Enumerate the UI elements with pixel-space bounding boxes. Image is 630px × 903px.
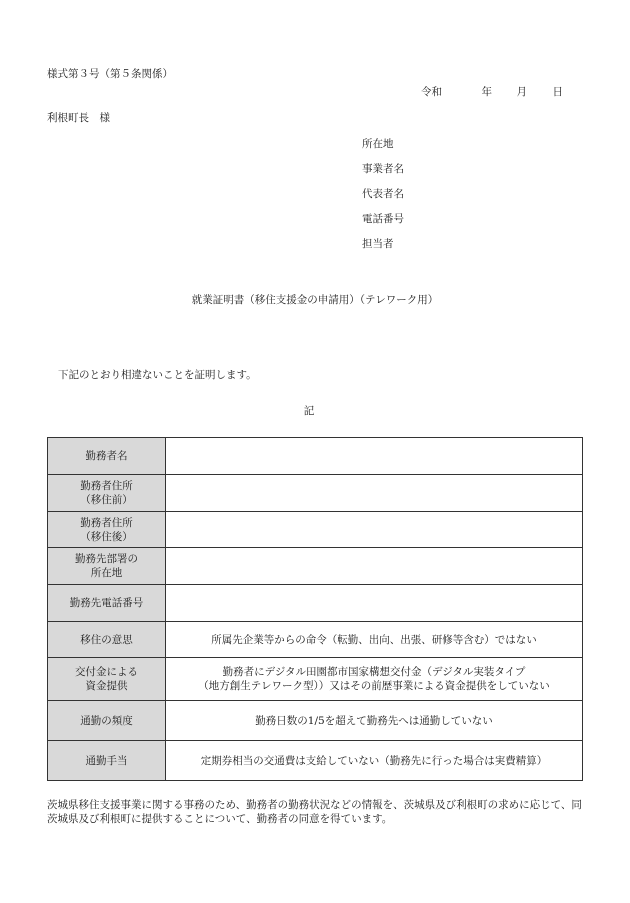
row-value-commute-allowance: 定期券相当の交通費は支給していない（勤務先に行った場合は実費精算） — [166, 741, 583, 781]
date-year: 年 — [481, 86, 492, 98]
row-label-office-phone: 勤務先電話番号 — [48, 585, 166, 622]
row-label-grant-funding — [48, 658, 166, 701]
sender-field-representative: 代表者名 — [362, 188, 404, 200]
row-value-office-location — [166, 548, 583, 585]
label-line: 勤務者住所 （移住後） — [80, 516, 133, 543]
table-row — [48, 475, 583, 512]
row-label-office-location — [48, 548, 166, 585]
value-line: 勤務者にデジタル田園都市国家構想交付金（デジタル実装タイプ （地方創生テレワーク型））又はその前歴事業による資金提供をしていない — [198, 666, 550, 692]
row-value-worker-name — [166, 438, 583, 475]
sender-field-contact: 担当者 — [362, 238, 394, 250]
form-number: 様式第３号（第５条関係） — [47, 68, 173, 80]
row-value-office-phone — [166, 585, 583, 622]
sender-field-company: 事業者名 — [362, 163, 404, 175]
table-row — [48, 438, 583, 475]
label-line: 勤務先部署の 所在地 — [75, 553, 138, 579]
table-row — [48, 658, 583, 701]
row-label-commute-frequency: 通勤の頻度 — [48, 701, 166, 741]
row-label-worker-name: 勤務者名 — [48, 438, 166, 475]
addressee: 利根町長 様 — [47, 112, 110, 124]
label-line: 交付金による 資金提供 — [75, 666, 138, 692]
row-label-address-before — [48, 475, 166, 512]
row-label-address-after — [48, 512, 166, 548]
label-line: 勤務者住所 （移住前） — [80, 480, 133, 506]
table-row — [48, 622, 583, 658]
row-value-grant-funding — [166, 658, 583, 701]
date-line — [421, 84, 563, 99]
table-row — [48, 741, 583, 781]
sender-field-address: 所在地 — [362, 138, 394, 150]
row-label-relocation-intent: 移住の意思 — [48, 622, 166, 658]
date-month: 月 — [516, 86, 527, 98]
table-row — [48, 512, 583, 548]
row-value-relocation-intent: 所属先企業等からの命令（転勤、出向、出張、研修等含む）ではない — [166, 622, 583, 658]
certification-table — [47, 437, 583, 781]
date-era: 令和 — [421, 86, 442, 98]
consent-note: 茨城県移住支援事業に関する事務のため、勤務者の勤務状況などの情報を、茨城県及び利根町の求めに応じて、同茨城県及び利根町に提供することについて、勤務者の同意を得ています。 — [47, 799, 582, 825]
sender-field-phone: 電話番号 — [362, 213, 404, 225]
table-row — [48, 548, 583, 585]
ki-heading: 記 — [303, 405, 315, 417]
row-label-commute-allowance: 通勤手当 — [48, 741, 166, 781]
table-row — [48, 585, 583, 622]
row-value-address-after — [166, 512, 583, 548]
row-value-address-before — [166, 475, 583, 512]
row-value-commute-frequency: 勤務日数の1/5を超えて勤務先へは通勤していない — [166, 701, 583, 741]
date-day: 日 — [552, 86, 563, 98]
document-title: 就業証明書（移住支援金の申請用）（テレワーク用） — [191, 294, 439, 306]
intro-text: 下記のとおり相違ないことを証明します。 — [58, 369, 257, 381]
table-row — [48, 701, 583, 741]
